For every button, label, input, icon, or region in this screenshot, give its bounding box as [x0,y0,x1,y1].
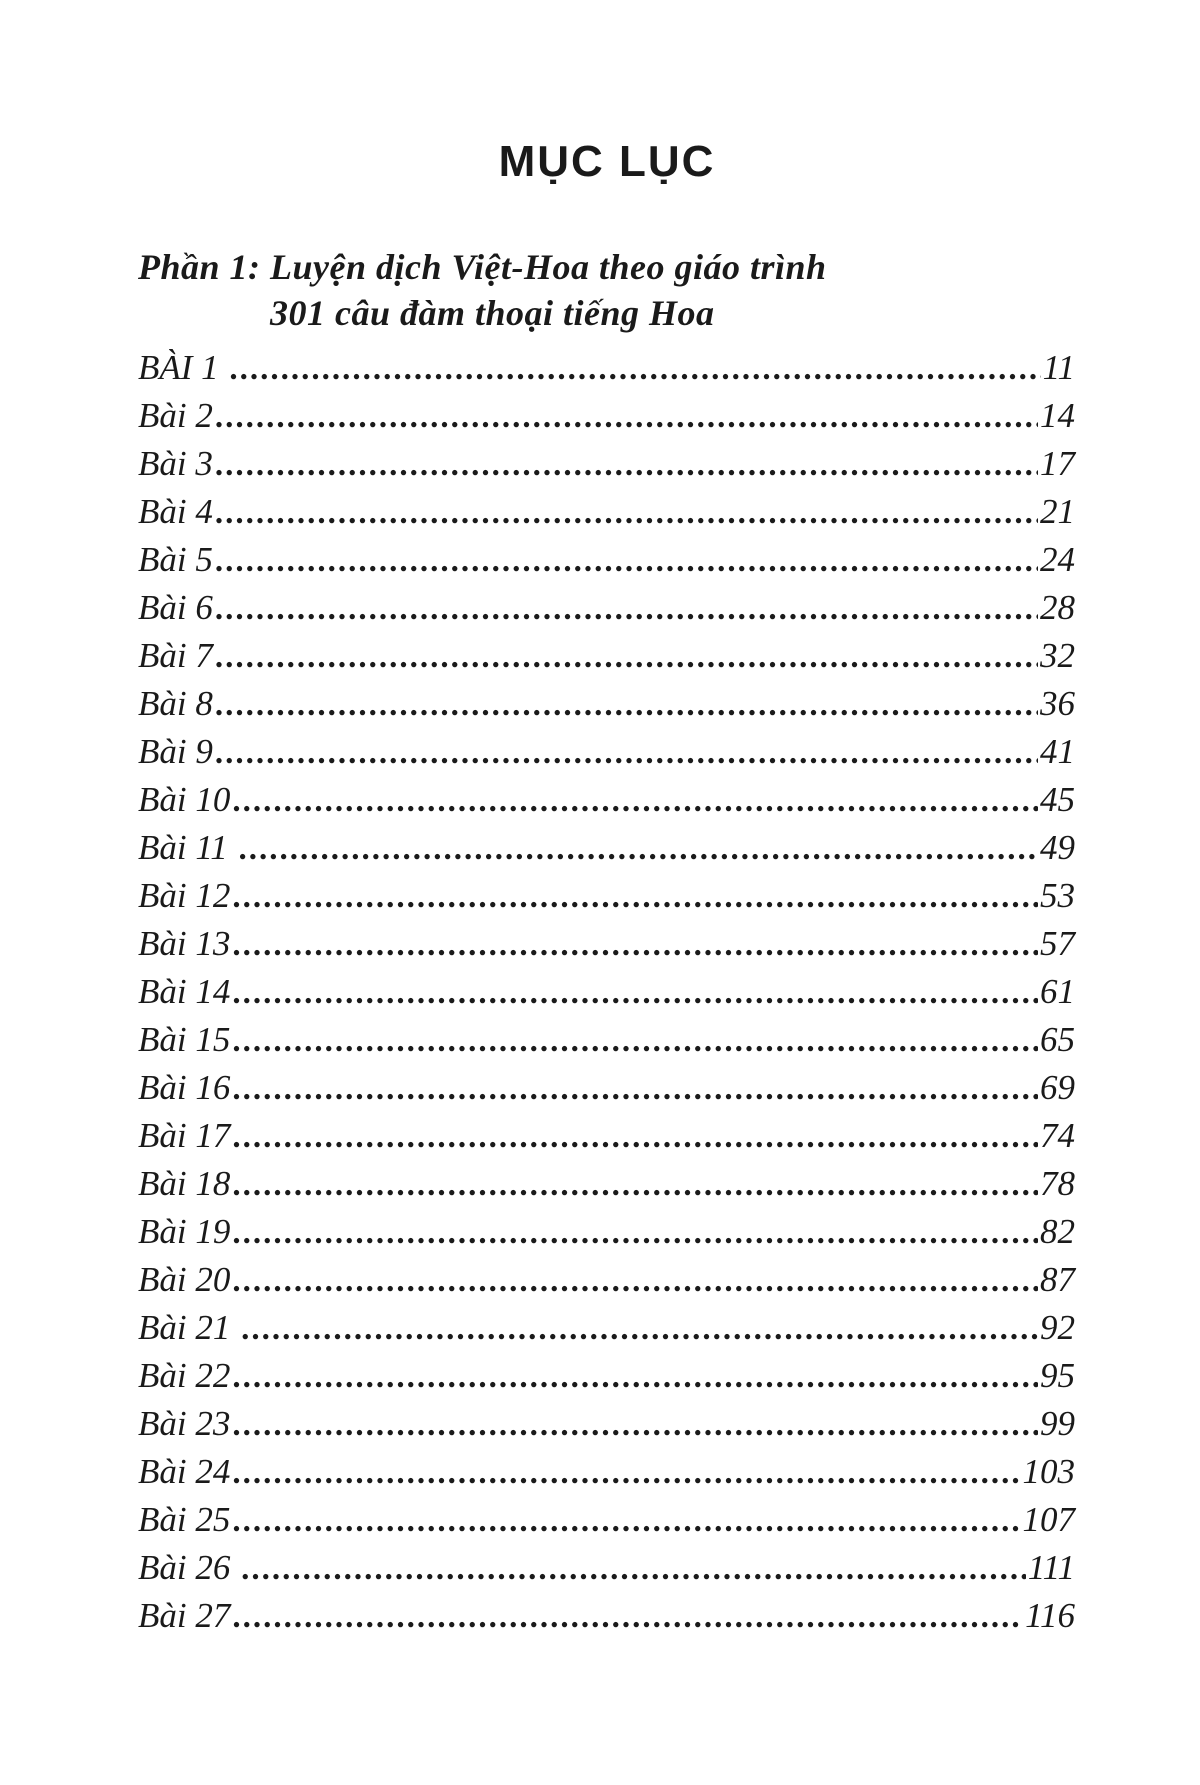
toc-entry-page: 57 [1040,924,1075,963]
toc-row [138,1448,1075,1496]
toc-entry-page: 24 [1040,540,1075,579]
part-heading-line1: Phần 1: Luyện dịch Việt-Hoa theo giáo trình [138,247,827,287]
toc-entry-page: 107 [1022,1500,1075,1539]
toc-row [138,920,1075,968]
toc-row [138,728,1075,776]
toc-row [138,344,1075,392]
dot-leader [241,1304,1038,1353]
toc-entry-page: 28 [1040,588,1075,627]
toc-row [138,584,1075,632]
toc-entry-label: Bài 5 [138,540,213,579]
toc-entry-page: 32 [1040,636,1075,675]
toc-row [138,1496,1075,1544]
toc-entry-page: 116 [1025,1596,1075,1635]
toc-row [138,1064,1075,1112]
toc-entry-label: Bài 7 [138,636,213,675]
dot-leader [215,680,1038,729]
dot-leader [229,344,1040,393]
toc-entry-label: Bài 15 [138,1020,231,1059]
toc-entry-page: 17 [1040,444,1075,483]
toc-entry-label: Bài 25 [138,1500,231,1539]
toc-row [138,536,1075,584]
dot-leader [215,392,1038,441]
dot-leader [232,1400,1038,1449]
toc-entry-label: Bài 23 [138,1404,231,1443]
toc-row [138,632,1075,680]
toc-entry-page: 36 [1040,684,1075,723]
toc-row [138,1016,1075,1064]
toc-entry-label: Bài 26 [138,1548,240,1587]
toc-entry-label: Bài 8 [138,684,213,723]
toc-row [138,680,1075,728]
dot-leader [215,728,1038,777]
dot-leader [232,1256,1038,1305]
toc-entry-label: Bài 12 [138,876,231,915]
dot-leader [232,1160,1038,1209]
toc-entry-page: 92 [1040,1308,1075,1347]
toc-row [138,1112,1075,1160]
toc-entry-label: Bài 18 [138,1164,231,1203]
toc-entry-page: 49 [1040,828,1075,867]
toc-entry-label: Bài 3 [138,444,213,483]
dot-leader [232,1592,1023,1641]
toc-entry-label: BÀI 1 [138,348,228,387]
toc-entry-page: 82 [1040,1212,1075,1251]
toc-row [138,776,1075,824]
toc-entry-page: 95 [1040,1356,1075,1395]
toc-entry-page: 69 [1040,1068,1075,1107]
dot-leader [232,1064,1038,1113]
toc-list [138,344,1075,1640]
toc-row [138,1208,1075,1256]
toc-entry-page: 11 [1042,348,1075,387]
toc-entry-page: 61 [1040,972,1075,1011]
toc-entry-label: Bài 17 [138,1116,231,1155]
toc-row [138,968,1075,1016]
toc-entry-page: 14 [1040,396,1075,435]
toc-row [138,1400,1075,1448]
dot-leader [232,872,1038,921]
toc-entry-label: Bài 4 [138,492,213,531]
part-heading [138,244,1200,336]
toc-entry-page: 41 [1040,732,1075,771]
page-title: MỤC LỤC [498,137,716,186]
dot-leader [232,1352,1038,1401]
dot-leader [215,488,1038,537]
toc-entry-label: Bài 24 [138,1452,231,1491]
dot-leader [215,536,1038,585]
toc-entry-label: Bài 16 [138,1068,231,1107]
dot-leader [232,1496,1020,1545]
toc-entry-page: 78 [1040,1164,1075,1203]
toc-row [138,824,1075,872]
toc-row [138,1544,1075,1592]
dot-leader [239,824,1038,873]
toc-row [138,488,1075,536]
toc-entry-label: Bài 10 [138,780,231,819]
toc-entry-page: 45 [1040,780,1075,819]
dot-leader [232,776,1038,825]
toc-entry-page: 111 [1027,1548,1075,1587]
toc-entry-label: Bài 21 [138,1308,240,1347]
toc-row [138,1160,1075,1208]
dot-leader [215,440,1038,489]
toc-entry-label: Bài 9 [138,732,213,771]
toc-entry-label: Bài 13 [138,924,231,963]
toc-row [138,1352,1075,1400]
toc-row [138,440,1075,488]
toc-entry-page: 65 [1040,1020,1075,1059]
toc-entry-page: 87 [1040,1260,1075,1299]
toc-entry-label: Bài 20 [138,1260,231,1299]
toc-entry-label: Bài 6 [138,588,213,627]
toc-entry-label: Bài 27 [138,1596,231,1635]
toc-entry-label: Bài 2 [138,396,213,435]
dot-leader [232,968,1038,1017]
toc-row [138,872,1075,920]
dot-leader [241,1544,1026,1593]
dot-leader [232,1208,1038,1257]
toc-entry-page: 53 [1040,876,1075,915]
toc-row [138,1256,1075,1304]
toc-entry-page: 74 [1040,1116,1075,1155]
dot-leader [232,920,1038,969]
toc-entry-label: Bài 14 [138,972,231,1011]
dot-leader [232,1016,1038,1065]
dot-leader [215,632,1038,681]
dot-leader [215,584,1038,633]
toc-row [138,392,1075,440]
toc-entry-page: 99 [1040,1404,1075,1443]
part-heading-line2: 301 câu đàm thoại tiếng Hoa [270,293,715,333]
toc-entry-label: Bài 11 [138,828,237,867]
toc-entry-label: Bài 19 [138,1212,231,1251]
toc-row [138,1592,1075,1640]
dot-leader [232,1112,1038,1161]
toc-entry-label: Bài 22 [138,1356,231,1395]
toc-entry-page: 21 [1040,492,1075,531]
toc-entry-page: 103 [1022,1452,1075,1491]
toc-row [138,1304,1075,1352]
dot-leader [232,1448,1020,1497]
